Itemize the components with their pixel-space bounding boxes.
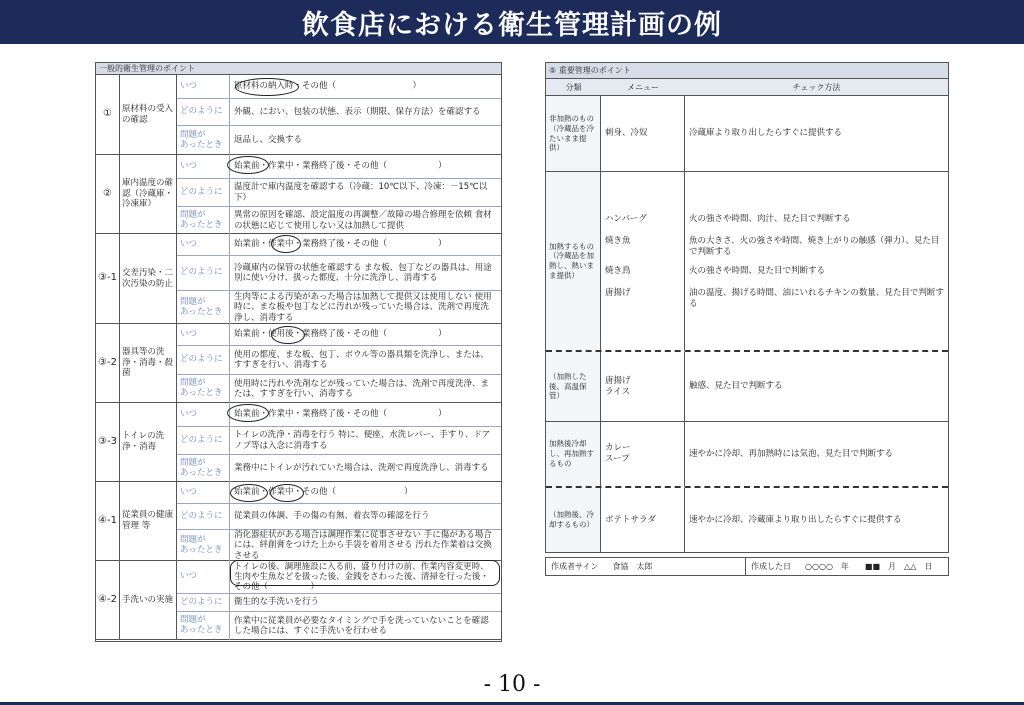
- row-value: 始業前・作業中・業務終了後・その他（ ）: [234, 161, 447, 172]
- group-number: ②: [96, 155, 120, 233]
- table-row: [177, 455, 501, 482]
- table-row: [177, 75, 501, 99]
- check-item: 魚の大きさ、火の強さや時間、焼き上がりの触感（弾力）、見た目で判断する: [689, 236, 940, 257]
- column-header-check: チェック方法: [792, 83, 841, 92]
- menu-cell: [601, 96, 685, 171]
- row-value: 生肉等による汚染があった場合は加熱して提供又は使用しない 使用時に、まな板や包丁などに汚れが残っていた場合は、洗剤で再度洗浄し、消毒する: [234, 292, 492, 323]
- check-item: 速やかに冷却、冷蔵庫より取り出したらすぐに提供する: [689, 514, 902, 525]
- author-name: 食協 太郎: [612, 562, 653, 571]
- row-value: 使用時に汚れや洗剤などが残っていた場合は、洗剤で再度洗浄、または、すすぎを行い、消毒する: [234, 378, 490, 399]
- row-value: 冷蔵庫内の保管の状態を確認する まな板、包丁などの器具は、用途別に使い分け、扱った都度、十分に洗浄し、消毒する: [234, 262, 492, 283]
- group-number: ③-3: [96, 403, 120, 481]
- table-row: [177, 594, 501, 612]
- menu-cell: [601, 488, 685, 552]
- row-label: いつ: [177, 155, 230, 178]
- table-row: [177, 375, 501, 403]
- table-row: [546, 488, 948, 552]
- author-cell: [546, 558, 746, 575]
- page-number: - 10 -: [483, 672, 541, 697]
- table-row: [177, 179, 501, 207]
- row-value: 外観、におい、包装の状態、表示（期限、保存方法）を確認する: [234, 106, 481, 117]
- row-value: 始業前・作業中・業務終了後・その他（ ）: [234, 239, 447, 250]
- table-row: [177, 207, 501, 234]
- hygiene-group: [96, 324, 501, 403]
- table-row: [177, 126, 501, 155]
- author-label: 作成者サイン: [551, 562, 599, 571]
- row-label: 問題が あったとき: [177, 530, 230, 561]
- row-value: 始業前・作業中・その他（ ）: [234, 487, 413, 498]
- row-label: どのように: [177, 504, 230, 529]
- row-label: 問題が あったとき: [177, 612, 230, 640]
- menu-item: 焼き魚: [605, 236, 631, 246]
- check-cell: [685, 488, 948, 552]
- important-control-table: [545, 62, 949, 553]
- column-header-category: 分類: [565, 83, 582, 92]
- row-label: どのように: [177, 594, 230, 611]
- row-label: 問題が あったとき: [177, 126, 230, 155]
- check-item: 油の温度、揚げる時間、油にいれるチキンの数量、見た目で判断する: [689, 288, 944, 309]
- check-item: 火の強さや時間、見た目で判断する: [689, 266, 826, 276]
- column-headers: [546, 79, 948, 96]
- menu-item: ポテトサラダ: [605, 514, 656, 525]
- category-cell: （加熱した後、高温保管）: [546, 352, 601, 421]
- hygiene-group: [96, 234, 501, 324]
- table-row: [546, 172, 948, 352]
- row-value: 始業前・使用後・業務終了後・その他（ ）: [234, 329, 447, 340]
- row-value: 温度計で庫内温度を確認する（冷蔵：10℃以下、冷凍：－15℃以下）: [234, 182, 488, 203]
- row-label: いつ: [177, 234, 230, 255]
- group-number: ①: [96, 75, 120, 154]
- row-value: 消化器症状がある場合は調理作業に従事させない 手に傷がある場合には、絆創膏をつけた上から手袋を着用させる 汚れた作業着は交換させる: [234, 530, 492, 561]
- menu-cell: [601, 352, 685, 421]
- title-banner: [0, 0, 1024, 44]
- row-label: どのように: [177, 256, 230, 290]
- row-label: どのように: [177, 427, 230, 454]
- table-row: [177, 99, 501, 126]
- group-topic: 器具等の洗浄・消毒・殺菌: [120, 324, 177, 402]
- page-title: 飲食店における衛生管理計画の例: [302, 9, 722, 41]
- general-hygiene-table: [95, 62, 502, 642]
- row-value: 従業員の体調、手の傷の有無、着衣等の確認を行う: [234, 511, 430, 522]
- general-hygiene-header: 一般的衛生管理のポイント: [96, 63, 501, 75]
- hygiene-group: [96, 155, 501, 234]
- table-row: [546, 96, 948, 172]
- category-cell: 加熱後冷却し、再加熱するもの: [546, 422, 601, 486]
- table-row: [546, 422, 948, 488]
- row-value: 異常の原因を確認、設定温度の再調整／故障の場合修理を依頼 食材の状態に応じて使用しない又は加熱して提供: [234, 210, 492, 231]
- menu-item: 唐揚げ: [605, 288, 631, 298]
- category-cell: 加熱するもの（冷蔵品を加熱し、熱いまま提供）: [546, 172, 601, 350]
- table-row: [177, 482, 501, 504]
- signature-bar: [545, 557, 949, 576]
- category-cell: 非加熱のもの（冷蔵品を冷たいまま提供）: [546, 96, 601, 171]
- check-cell: [685, 172, 948, 350]
- check-cell: [685, 352, 948, 421]
- group-topic: トイレの洗浄・消毒: [120, 403, 177, 481]
- table-row: [177, 291, 501, 324]
- row-value: 返品し、交換する: [234, 135, 303, 146]
- table-row: [177, 155, 501, 179]
- menu-item: 刺身、冷奴: [605, 128, 648, 139]
- menu-item: カレー スープ: [605, 443, 631, 464]
- row-label: どのように: [177, 179, 230, 206]
- hygiene-group: [96, 482, 501, 561]
- row-label: どのように: [177, 99, 230, 125]
- row-value: 始業前・作業中・業務終了後・その他（ ）: [234, 409, 447, 420]
- group-topic: 従業員の健康管理 等: [120, 482, 177, 560]
- table-row: [177, 346, 501, 375]
- row-value: 業務中にトイレが汚れていた場合は、洗剤で再度洗浄し、消毒する: [234, 463, 489, 474]
- group-number: ③-1: [96, 234, 120, 323]
- check-cell: [685, 96, 948, 171]
- table-row: [177, 561, 501, 594]
- hygiene-group: [96, 75, 501, 155]
- menu-item: 唐揚げ ライス: [605, 375, 631, 397]
- date-value: ○○○○ 年 ■■ 月 △△ 日: [805, 562, 933, 571]
- row-label: いつ: [177, 75, 230, 98]
- menu-item: ハンバーグ: [605, 214, 647, 224]
- row-value: トイレの後、調理施設に入る前、盛り付けの前、作業内容変更時、生肉や生魚などを扱った後、金銭をさわった後、清掃を行った後・その他（ ）: [234, 561, 489, 593]
- group-topic: 庫内温度の確認（冷蔵庫・冷凍庫）: [120, 155, 177, 233]
- table-row: [546, 352, 948, 422]
- row-label: 問題が あったとき: [177, 375, 230, 403]
- row-label: いつ: [177, 561, 230, 593]
- row-value: 使用の都度、まな板、包丁、ボウル等の器具類を洗浄し、または、すすぎを行い、消毒する: [234, 349, 489, 370]
- category-cell: （加熱後、冷却するもの）: [546, 488, 601, 552]
- date-label: 作成した日: [751, 562, 791, 571]
- check-item: 触感、見た目で判断する: [689, 381, 783, 392]
- row-label: いつ: [177, 324, 230, 345]
- row-value: 作業中に従業員が必要なタイミングで手を洗っていないことを確認した場合には、すぐに手洗いを行わせる: [234, 615, 489, 636]
- row-label: 問題が あったとき: [177, 207, 230, 234]
- date-cell: [746, 558, 948, 575]
- check-item: 冷蔵庫より取り出したらすぐに提供する: [689, 128, 843, 139]
- table-row: [177, 403, 501, 427]
- column-header-menu: メニュー: [627, 83, 659, 92]
- table-row: [177, 427, 501, 455]
- hygiene-group: [96, 561, 501, 640]
- check-item: 火の強さや時間、肉汁、見た目で判断する: [689, 214, 851, 224]
- hygiene-group: [96, 403, 501, 482]
- table-row: [177, 324, 501, 346]
- group-topic: 手洗いの実施: [120, 561, 177, 639]
- group-number: ④-2: [96, 561, 120, 639]
- table-row: [177, 234, 501, 256]
- row-label: 問題が あったとき: [177, 455, 230, 482]
- row-label: いつ: [177, 403, 230, 426]
- check-item: 速やかに冷却、再加熱時には気泡、見た目で判断する: [689, 448, 894, 459]
- menu-item: 焼き鳥: [605, 266, 631, 276]
- row-value: トイレの洗浄・消毒を行う 特に、便座、水洗レバー、手すり、ドアノブ等は入念に消毒する: [234, 430, 491, 451]
- important-control-header: ⑤ 重要管理のポイント: [546, 63, 948, 79]
- table-row: [177, 530, 501, 561]
- group-topic: 原材料の受入の確認: [120, 75, 177, 154]
- row-value: 原材料の納入時・その他（ ）: [234, 81, 422, 92]
- table-row: [177, 612, 501, 640]
- group-number: ③-2: [96, 324, 120, 402]
- row-label: どのように: [177, 346, 230, 374]
- table-row: [177, 504, 501, 530]
- menu-cell: [601, 172, 685, 350]
- row-label: 問題が あったとき: [177, 291, 230, 324]
- group-topic: 交差汚染・二次汚染の防止: [120, 234, 177, 323]
- menu-cell: [601, 422, 685, 486]
- row-label: いつ: [177, 482, 230, 503]
- row-value: 衛生的な手洗いを行う: [234, 597, 320, 608]
- group-number: ④-1: [96, 482, 120, 560]
- table-row: [177, 256, 501, 291]
- check-cell: [685, 422, 948, 486]
